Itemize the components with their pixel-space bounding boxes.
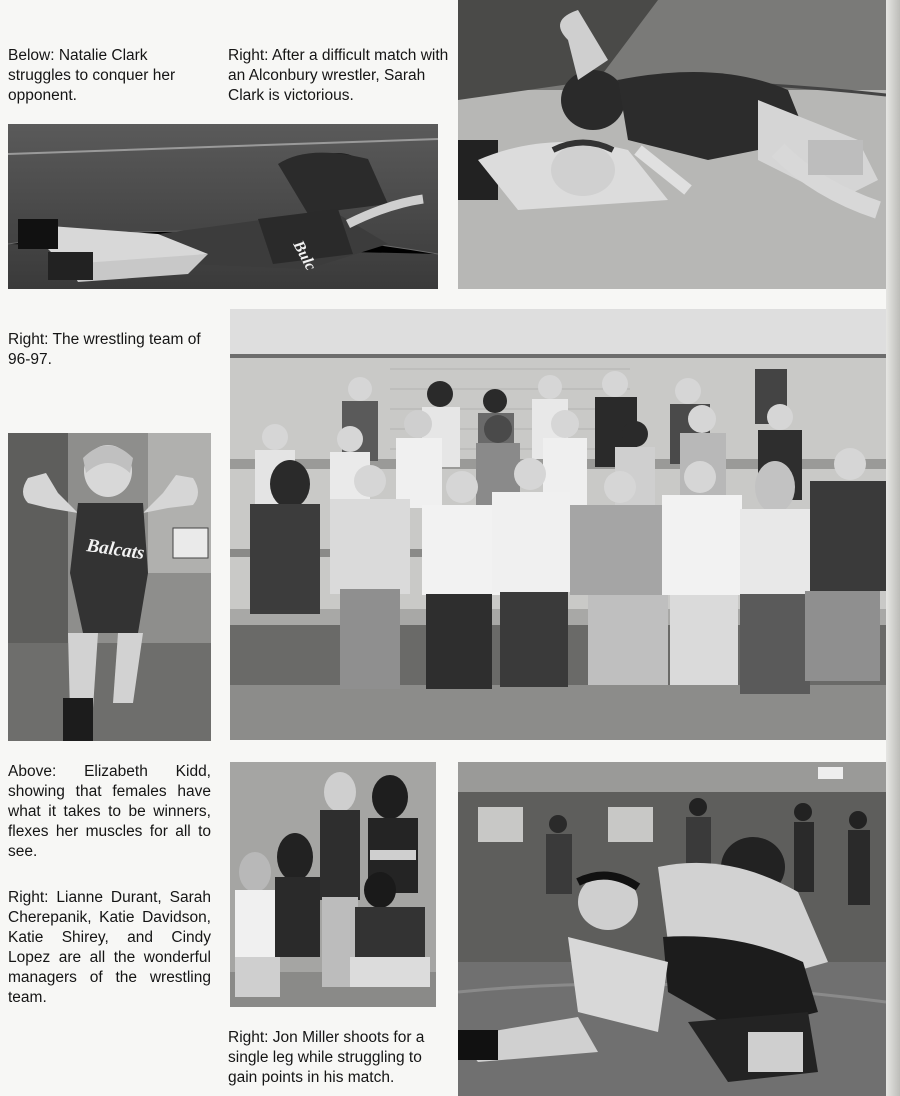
page-edge-shadow xyxy=(886,0,900,1096)
caption-natalie-clark: Below: Natalie Clark struggles to conquer her opponent. xyxy=(8,47,176,104)
photo-jon-miller-wrestling xyxy=(458,762,886,1096)
caption-managers: Right: Lianne Durant, Sarah Cherepanik, Katie Davidson, Katie Shirey, and Cindy Lopez are all the wonderful managers of the wrestling team. xyxy=(8,889,211,1006)
photo-sarah-clark-wrestling xyxy=(458,0,886,289)
jersey-text-elizabeth: Balcats xyxy=(85,535,146,565)
caption-sarah-clark: Right: After a difficult match with an Alconbury wrestler, Sarah Clark is victorious. xyxy=(228,47,449,104)
caption-elizabeth-kidd: Above: Elizabeth Kidd, showing that females have what it takes to be winners, flexes her muscles for all to see. xyxy=(8,763,211,860)
jersey-text-natalie: Bulc xyxy=(289,237,320,274)
caption-jon-miller: Right: Jon Miller shoots for a single leg while struggling to gain points in his match. xyxy=(228,1029,425,1086)
photo-wrestling-team-96-97 xyxy=(230,309,886,740)
photo-elizabeth-kidd-flexing xyxy=(8,433,211,741)
photo-wrestling-managers xyxy=(230,762,436,1007)
photo-natalie-clark-wrestling xyxy=(8,124,438,289)
caption-wrestling-team: Right: The wrestling team of 96-97. xyxy=(8,331,201,368)
